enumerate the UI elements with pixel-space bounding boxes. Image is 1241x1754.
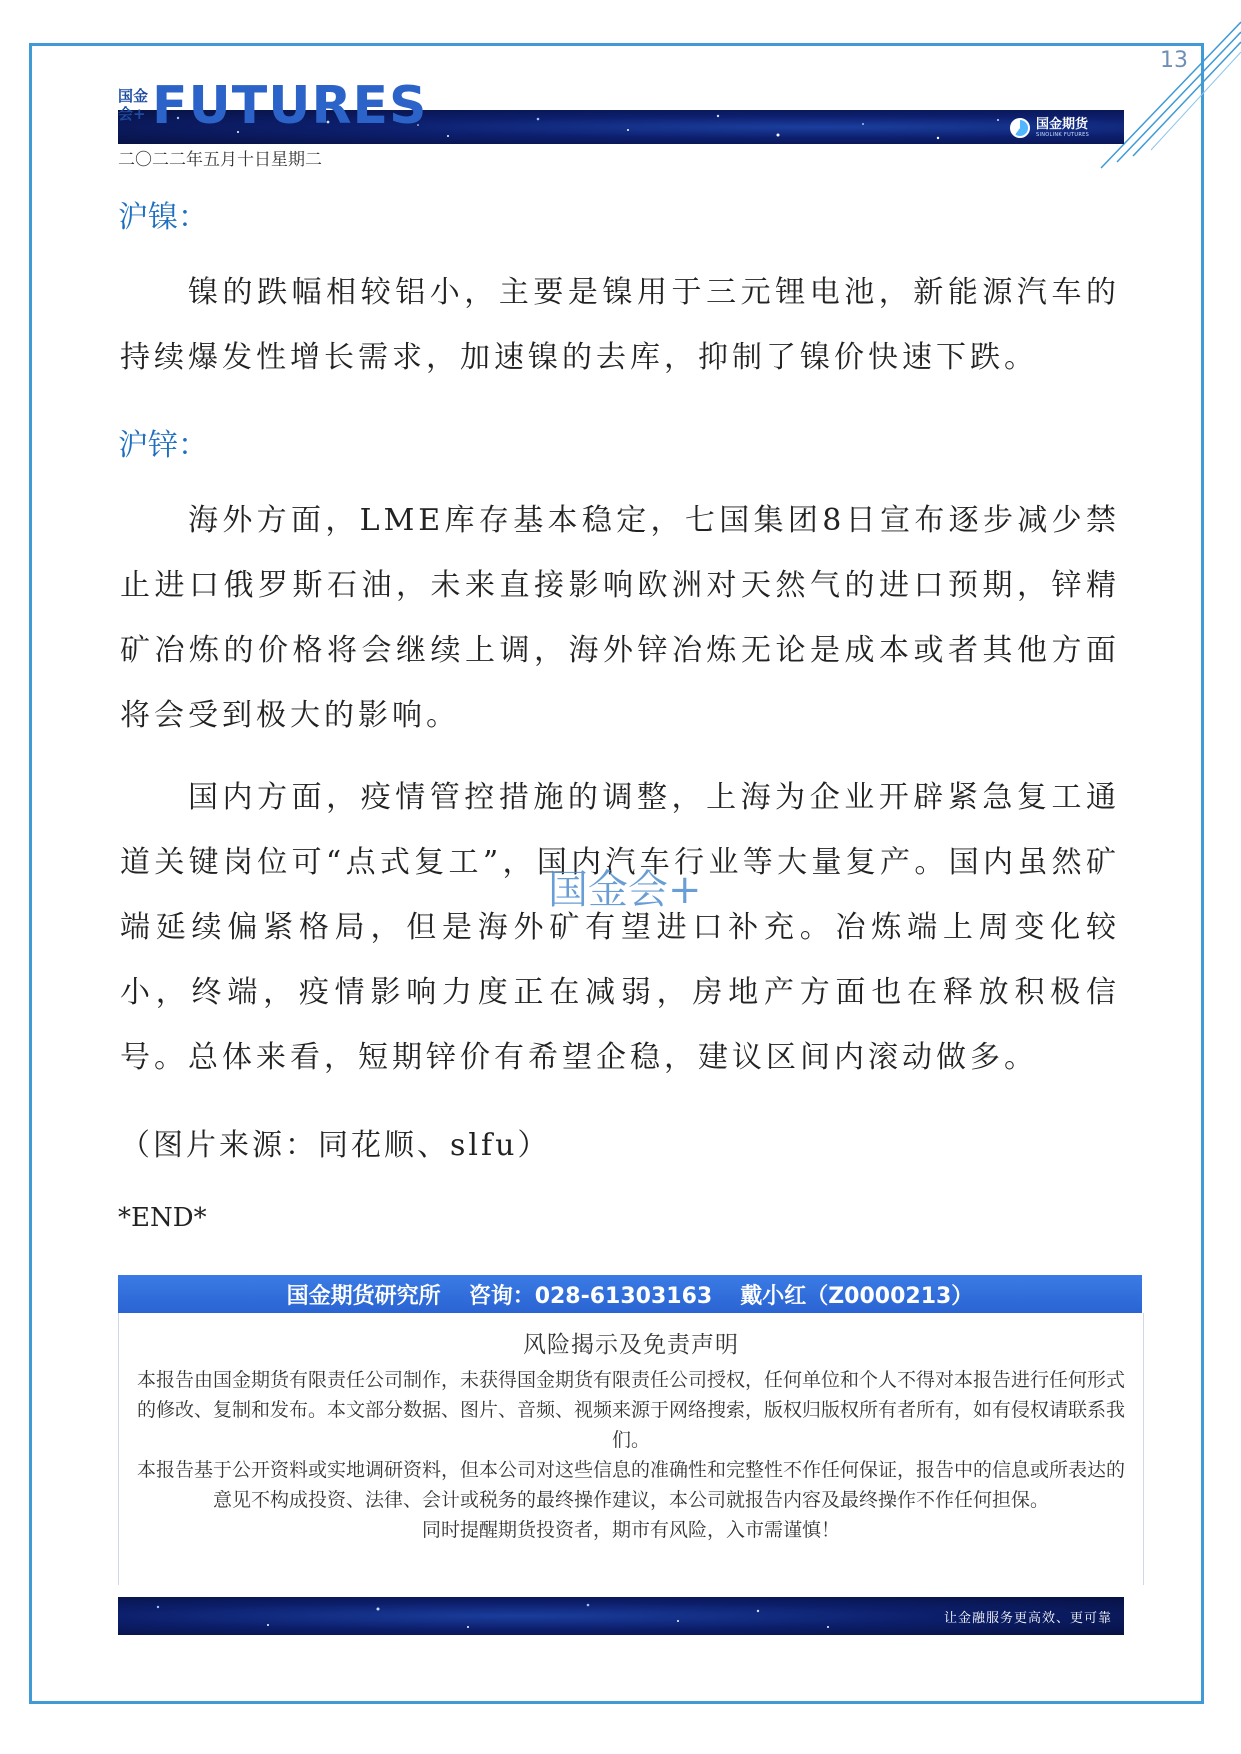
company-logo-icon [1010, 118, 1030, 138]
company-logo [1010, 115, 1089, 141]
disclaimer-title: 风险揭示及免责声明 [523, 1332, 739, 1358]
nickel-paragraph: 镍的跌幅相较铝小，主要是镍用于三元锂电池，新能源汽车的持续爆发性增长需求，加速镍的去库，抑制了镍价快速下跌。 [120, 275, 1120, 375]
section-heading-zinc: 沪锌： [118, 428, 208, 463]
company-logo-english: SINOLINK FUTURES [1036, 132, 1090, 138]
disclaimer-copyright: 本报告由国金期货有限责任公司制作，未获得国金期货有限责任公司授权，任何单位和个人不得对本报告进行任何形式的修改、复制和发布。本文部分数据、图片、音频、视频来源于网络搜索，版权归版权所有者所有，如有侵权请联系我们。 [136, 1369, 1125, 1451]
watermark: 国金会+ [548, 867, 702, 913]
slogan: 让金融服务更高效、更可靠 [943, 1611, 1112, 1626]
report-date: 二〇二二年五月十日星期二 [118, 150, 322, 170]
analyst-name: 戴小红（Z0000213） [740, 1283, 974, 1309]
disclaimer-box [118, 1313, 1144, 1585]
contact-phone: 咨询：028-61303163 [468, 1283, 713, 1309]
disclaimer-body [131, 1365, 1131, 1545]
brand-badge: 国金会+ [118, 87, 149, 123]
page-number: 13 [1160, 48, 1188, 73]
disclaimer-risk-warning: 同时提醒期货投资者，期市有风险，入市需谨慎！ [421, 1519, 840, 1541]
institute-name: 国金期货研究所 [286, 1283, 441, 1309]
zinc-domestic-paragraph: 国内方面，疫情管控措施的调整，上海为企业开辟紧急复工通道关键岗位可“点式复工”，国内汽车行业等大量复产。国内虽然矿端延续偏紧格局，但是海外矿有望进口补充。冶炼端上周变化较小，终端，疫情影响力度正在减弱，房地产方面也在释放积极信号。总体来看，短期锌价有希望企稳，建议区间内滚动做多。 [120, 780, 1120, 1075]
disclaimer-liability: 本报告基于公开资料或实地调研资料，但本公司对这些信息的准确性和完整性不作任何保证，报告中的信息或所表达的意见不构成投资、法律、会计或税务的最终操作建议，本公司就报告内容及最终操作不作任何担保。 [136, 1459, 1125, 1511]
brand-wordmark: FUTURES [152, 80, 428, 132]
end-mark: *END* [118, 1203, 207, 1233]
zinc-overseas-paragraph: 海外方面，LME库存基本稳定，七国集团8日宣布逐步减少禁止进口俄罗斯石油，未来直接影响欧洲对天然气的进口预期，锌精矿冶炼的价格将会继续上调，海外锌冶炼无论是成本或者其他方面将会受到极大的影响。 [120, 503, 1120, 733]
contact-banner [118, 1275, 1142, 1313]
section-heading-nickel: 沪镍： [118, 200, 208, 235]
corner-stripes-decoration [1081, 0, 1241, 180]
bottom-banner [118, 1597, 1124, 1635]
company-logo-name: 国金期货 [1036, 117, 1089, 132]
image-source-note: （图片来源：同花顺、slfu） [120, 1128, 551, 1163]
